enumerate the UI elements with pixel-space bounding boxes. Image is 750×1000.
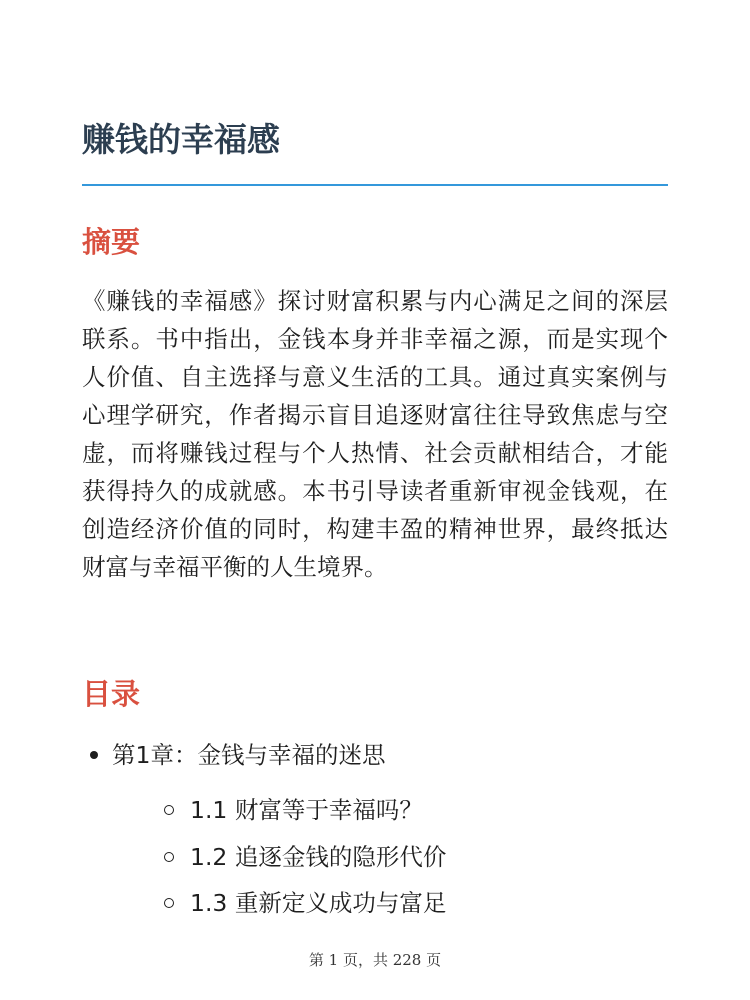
page-number-footer: 第 1 页，共 228 页 [308, 951, 442, 969]
toc-section-label: 1.2 追逐金钱的隐形代价 [190, 843, 447, 871]
toc-section-label: 1.1 财富等于幸福吗？ [190, 796, 423, 824]
document-title: 赚钱的幸福感 [82, 120, 280, 159]
toc-section-1-3[interactable] [190, 884, 446, 922]
toc-section-label: 1.3 重新定义成功与富足 [190, 889, 447, 917]
bullet-circle-icon [164, 898, 174, 908]
bullet-circle-icon [164, 805, 174, 815]
bullet-disc-icon [90, 751, 98, 759]
title-divider [82, 184, 668, 186]
toc-section-1-1[interactable] [190, 791, 423, 829]
summary-text: 《赚钱的幸福感》探讨财富积累与内心满足之间的深层联系。书中指出，金钱本身并非幸福之源，而是实现个人价值、自主选择与意义生活的工具。通过真实案例与心理学研究，作者揭示盲目追逐财富往往导致焦虑与空虚，而将赚钱过程与个人热情、社会贡献相结合，才能获得持久的成就感。本书引导读者重新审视金钱观，在创造经济价值的同时，构建丰盈的精神世界，最终抵达财富与幸福平衡的人生境界。 [82, 287, 668, 581]
bullet-circle-icon [164, 852, 174, 862]
summary-heading: 摘要 [82, 225, 141, 259]
toc-section-1-2[interactable] [190, 838, 446, 876]
toc-chapter-label: 第1章：金钱与幸福的迷思 [112, 741, 386, 769]
toc-heading: 目录 [82, 677, 141, 711]
toc-chapter-1[interactable] [112, 736, 385, 774]
